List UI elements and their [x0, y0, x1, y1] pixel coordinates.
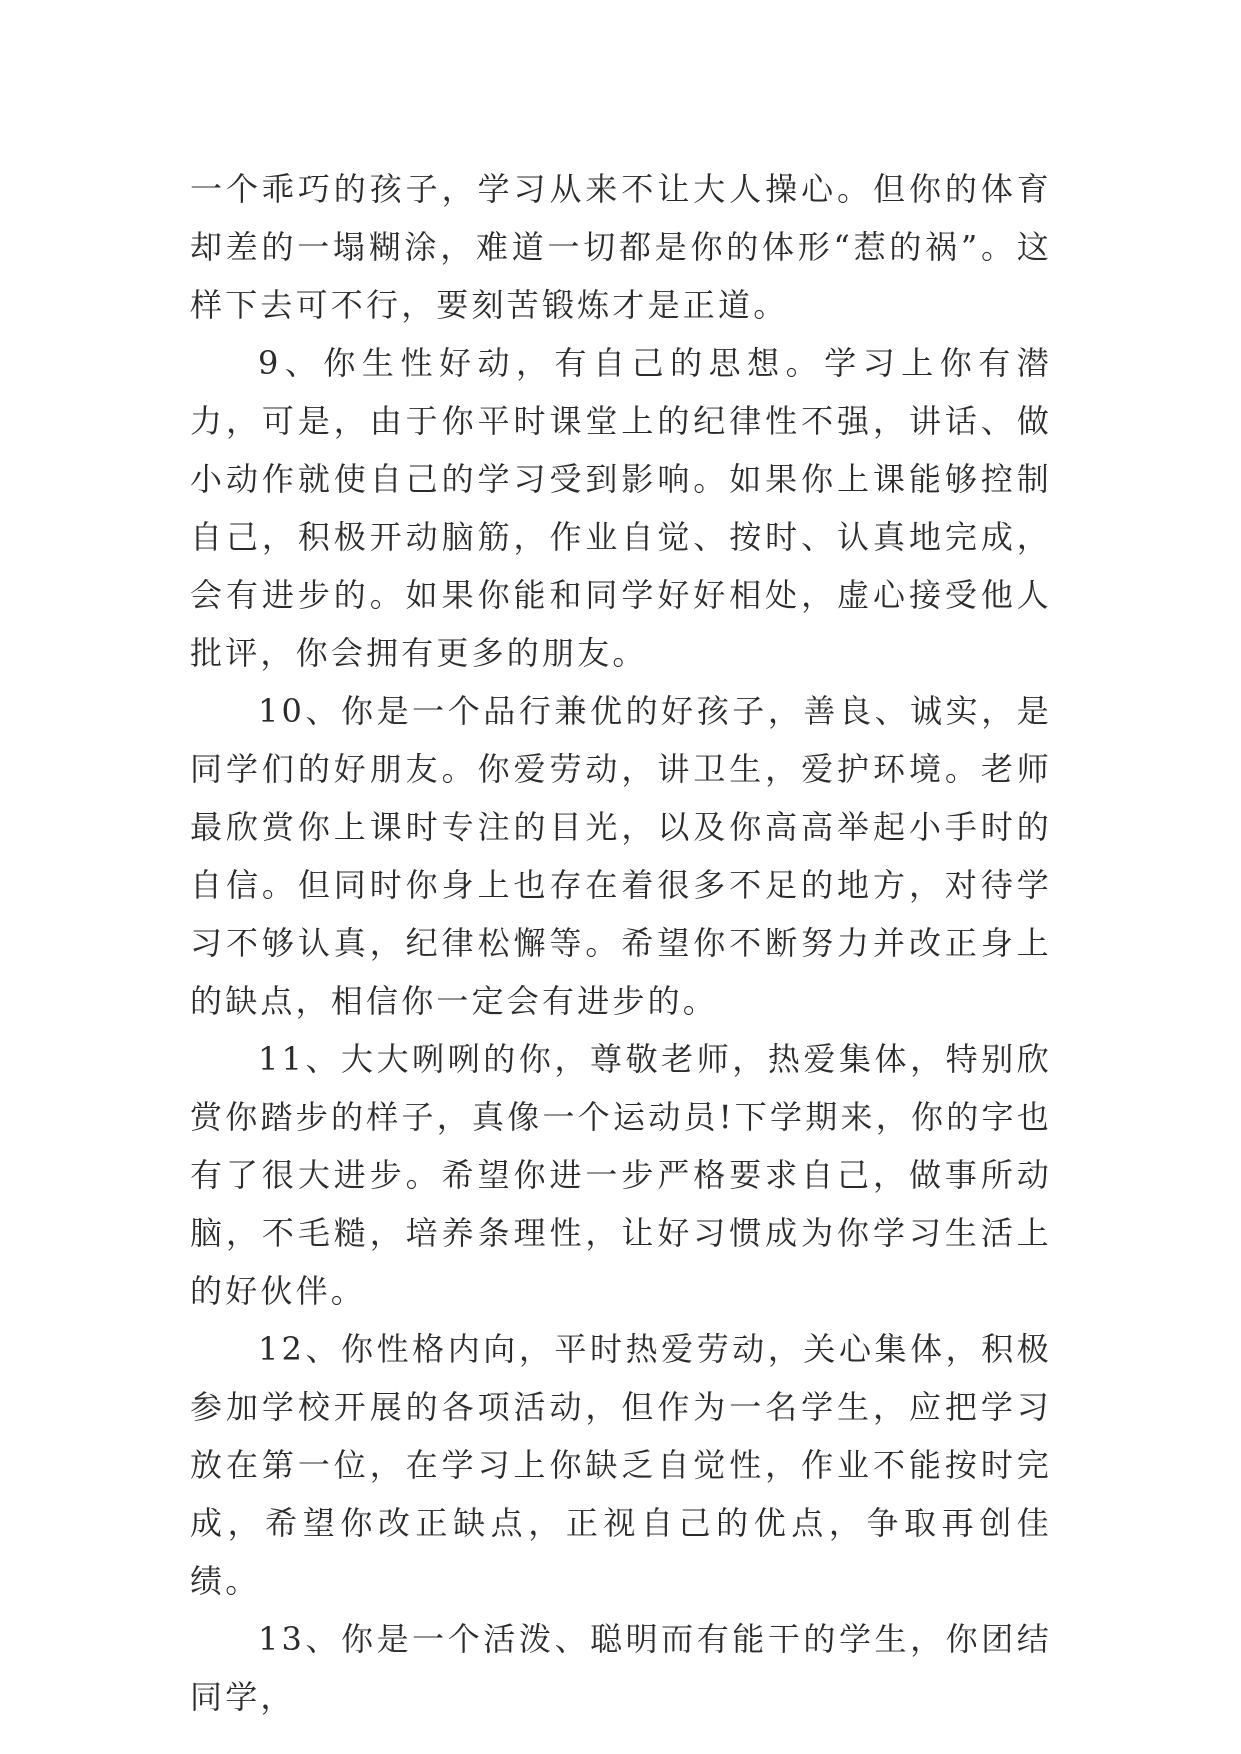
paragraph-comment-12: 12、你性格内向，平时热爱劳动，关心集体，积极参加学校开展的各项活动，但作为一名学生，应把学习放在第一位，在学习上你缺乏自觉性，作业不能按时完成，希望你改正缺点，正视自己的优点，争取再创佳绩。	[190, 1330, 1052, 1600]
paragraph-comment-11: 11、大大咧咧的你，尊敬老师，热爱集体，特别欣赏你踏步的样子，真像一个运动员!下学期来，你的字也有了很大进步。希望你进一步严格要求自己，做事所动脑，不毛糙，培养条理性，让好习惯成为你学习生活上的好伙伴。	[190, 1040, 1052, 1310]
paragraph-comment-10: 10、你是一个品行兼优的好孩子，善良、诚实，是同学们的好朋友。你爱劳动，讲卫生，爱护环境。老师最欣赏你上课时专注的目光，以及你高高举起小手时的自信。但同时你身上也存在着很多不足的地方，对待学习不够认真，纪律松懈等。希望你不断努力并改正身上的缺点，相信你一定会有进步的。	[190, 692, 1052, 1020]
document-body	[190, 160, 1052, 1726]
paragraph-comment-9: 9、你生性好动，有自己的思想。学习上你有潜力，可是，由于你平时课堂上的纪律性不强，讲话、做小动作就使自己的学习受到影响。如果你上课能够控制自己，积极开动脑筋，作业自觉、按时、认真地完成，会有进步的。如果你能和同学好好相处，虚心接受他人批评，你会拥有更多的朋友。	[190, 344, 1052, 672]
paragraph-comment-13: 13、你是一个活泼、聪明而有能干的学生，你团结同学，	[190, 1620, 1052, 1716]
paragraph-continued: 一个乖巧的孩子，学习从来不让大人操心。但你的体育却差的一塌糊涂，难道一切都是你的体形“惹的祸”。这样下去可不行，要刻苦锻炼才是正道。	[190, 170, 1052, 324]
